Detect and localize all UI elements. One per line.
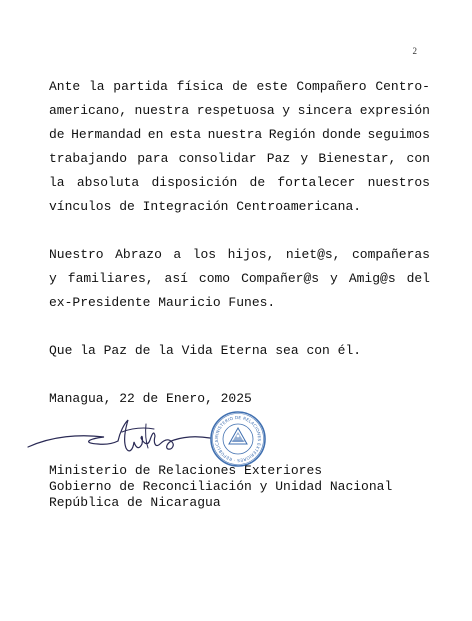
word: los [192,247,217,262]
word: de [49,127,65,142]
paragraph-embrace [49,243,430,315]
date-line [49,387,430,411]
page-number: 2 [412,46,417,56]
text-line [49,267,430,291]
date-text: Managua, 22 de Enero, 2025 [49,391,252,406]
word: nuestra [134,103,190,118]
text-line [49,147,430,171]
text-line [49,75,430,99]
word: y [330,271,338,286]
text-line: vínculos de Integración Centroamericana. [49,199,362,214]
word: física [176,79,224,94]
word: la [88,79,105,94]
word: Abrazo [115,247,162,262]
word: como [198,271,231,286]
word: trabajando [49,151,128,166]
word: seguimos [367,127,430,142]
word: Región [268,127,316,142]
text-line [49,123,430,147]
paragraph-condolence [49,75,430,219]
word: con [406,151,430,166]
word: americano, [49,103,128,118]
peace-line: Que la Paz de la Vida Eterna sea con él. [49,343,362,358]
text-line [49,99,430,123]
word: Ante [49,79,81,94]
word: nuestra [207,127,263,142]
word: nuestros [367,175,430,190]
word: esta [169,127,202,142]
word: Nuestro [49,247,104,262]
word: compañeras [351,247,430,262]
word: consolidar [178,151,257,166]
word: a [173,247,182,262]
signature-block [49,463,392,511]
word: Centro- [375,79,430,94]
word: la [49,175,65,190]
word: hijos, [227,247,275,262]
word: donde [321,127,361,142]
text-line [49,243,430,267]
word: fortalecer [277,175,356,190]
word: sincera [297,103,353,118]
word: Amig@s [348,271,396,286]
word: este [256,79,288,94]
word: Bienestar, [318,151,397,166]
word: Compañero [296,79,367,94]
word: y [300,151,309,166]
ministry-seal [209,410,267,468]
paragraph-peace [49,339,430,363]
word: partida [113,79,168,94]
svg-text:MINISTERIO DE RELACIONES EXTER: MINISTERIO DE RELACIONES EXTERIORES · REPÚBLICA [213,414,263,464]
word: niet@s, [285,247,341,262]
word: de [249,175,266,190]
word: disposición [151,175,238,190]
word: Compañer@s [241,271,320,286]
text-line [49,171,430,195]
word: respetuosa [196,103,275,118]
word: así [164,271,188,286]
word: en [147,127,164,142]
word: absoluta [76,175,140,190]
word: Hermandad [71,127,142,142]
word: del [406,271,430,286]
word: Paz [266,151,291,166]
word: y [49,271,57,286]
word: para [137,151,169,166]
word: expresión [359,103,430,118]
footer-ministry: Ministerio de Relaciones Exteriores [49,463,323,478]
word: y [282,103,291,118]
footer-country: República de Nicaragua [49,495,221,510]
footer-government: Gobierno de Reconciliación y Unidad Nacional [49,479,393,494]
handwritten-signature [22,414,222,464]
word: de [232,79,248,94]
word: familiares, [67,271,154,286]
text-line: ex-Presidente Mauricio Funes. [49,295,276,310]
